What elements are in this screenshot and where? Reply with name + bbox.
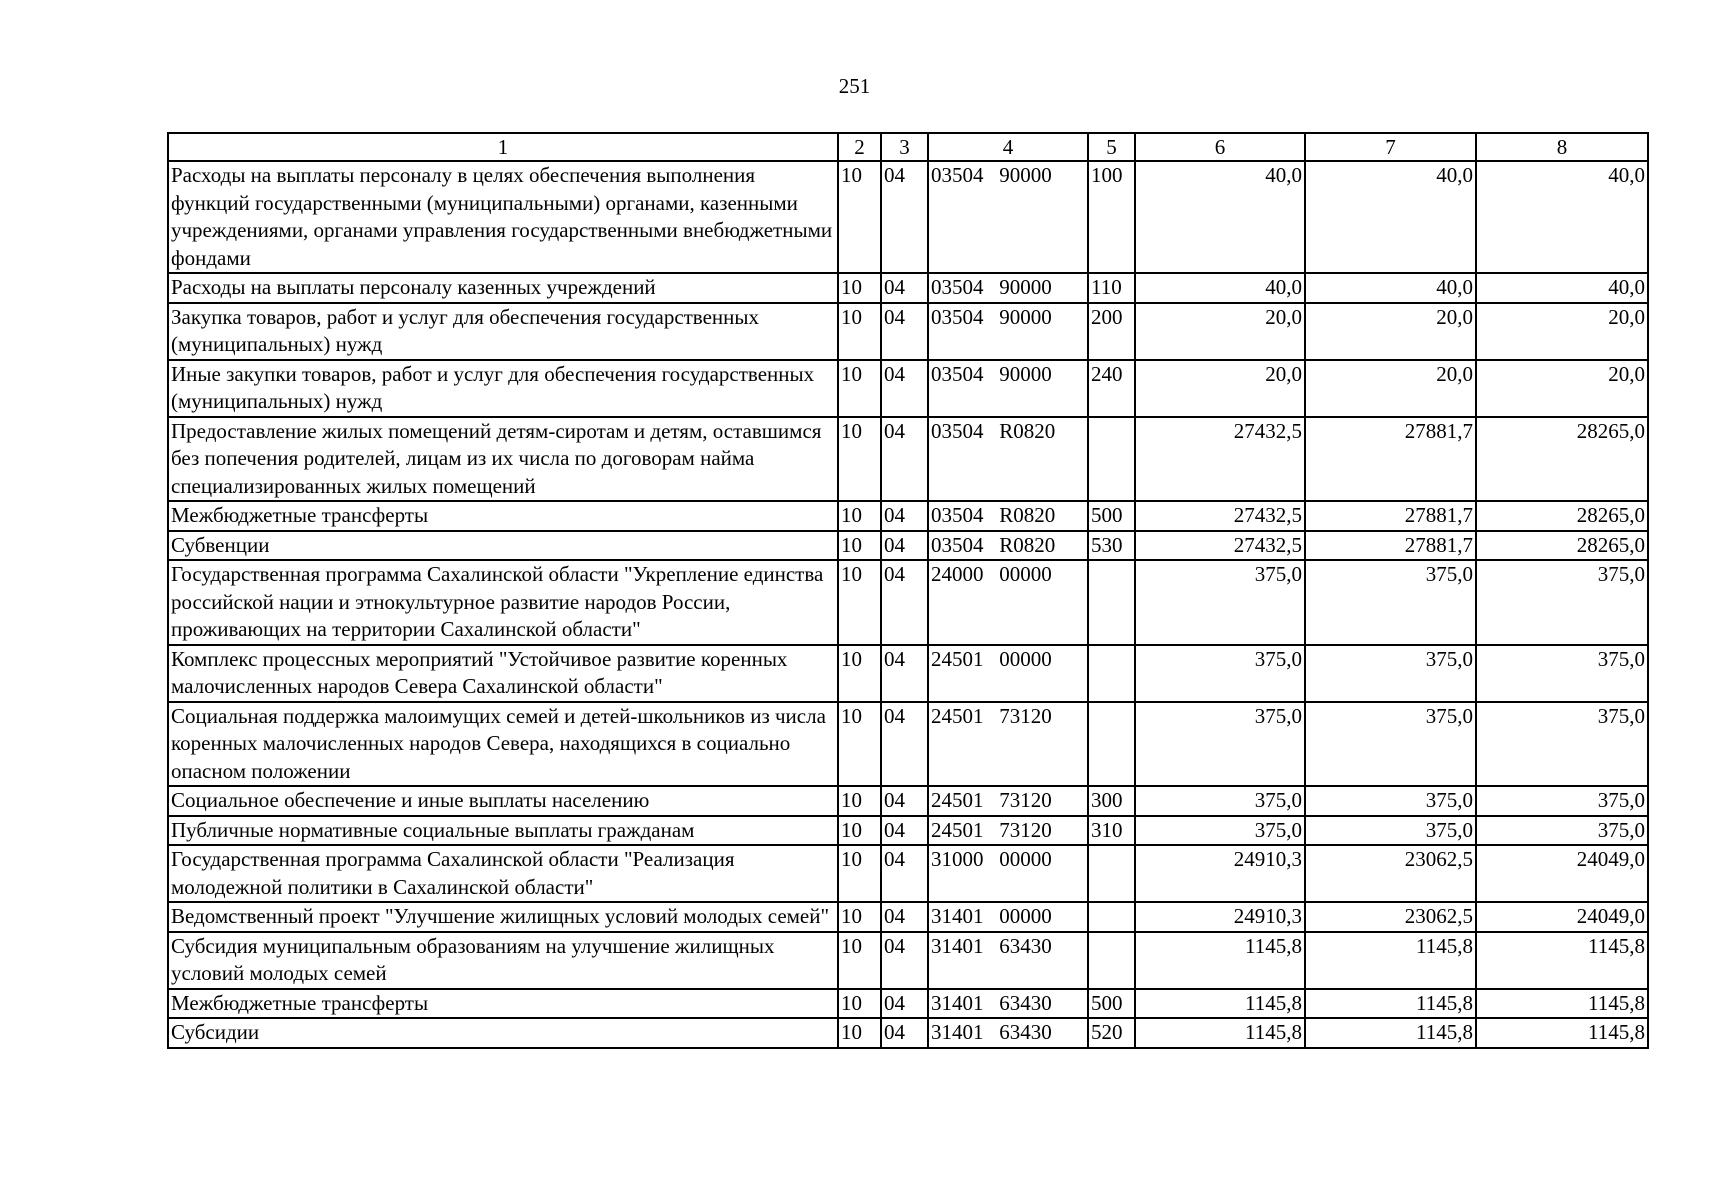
expense-name-cell: Субвенции [168, 531, 838, 561]
section-code-cell: 10 [838, 702, 881, 787]
section-code-cell: 10 [838, 360, 881, 417]
target-article-cell: 03504 R0820 [928, 417, 1088, 502]
table-row [168, 417, 1648, 502]
amount-col7-cell: 27881,7 [1305, 531, 1476, 561]
table-row [168, 702, 1648, 787]
table-row [168, 560, 1648, 645]
section-code-cell: 10 [838, 303, 881, 360]
expense-name-cell: Государственная программа Сахалинской области "Реализация молодежной политики в Сахалинской области" [168, 845, 838, 902]
amount-col6-cell: 375,0 [1135, 786, 1305, 816]
section-code-cell: 10 [838, 845, 881, 902]
expense-type-cell: 530 [1088, 531, 1135, 561]
table-row [168, 989, 1648, 1019]
amount-col8-cell: 375,0 [1476, 645, 1648, 702]
amount-col6-cell: 27432,5 [1135, 417, 1305, 502]
column-header: 8 [1476, 133, 1648, 161]
amount-col8-cell: 20,0 [1476, 303, 1648, 360]
expense-name-cell: Комплекс процессных мероприятий "Устойчивое развитие коренных малочисленных народов Севера Сахалинской области" [168, 645, 838, 702]
amount-col6-cell: 375,0 [1135, 645, 1305, 702]
subsection-code-cell: 04 [881, 932, 928, 989]
table-row [168, 531, 1648, 561]
column-header: 6 [1135, 133, 1305, 161]
table-row [168, 932, 1648, 989]
target-article-cell: 31401 63430 [928, 1018, 1088, 1048]
target-article-cell: 31401 63430 [928, 932, 1088, 989]
subsection-code-cell: 04 [881, 273, 928, 303]
table-row [168, 360, 1648, 417]
expense-name-cell: Социальная поддержка малоимущих семей и детей-школьников из числа коренных малочисленных народов Севера, находящихся в социально опасном положении [168, 702, 838, 787]
amount-col8-cell: 20,0 [1476, 360, 1648, 417]
table-row [168, 845, 1648, 902]
subsection-code-cell: 04 [881, 560, 928, 645]
expense-name-cell: Межбюджетные трансферты [168, 989, 838, 1019]
subsection-code-cell: 04 [881, 845, 928, 902]
amount-col8-cell: 40,0 [1476, 161, 1648, 273]
amount-col6-cell: 20,0 [1135, 360, 1305, 417]
expense-name-cell: Расходы на выплаты персоналу в целях обеспечения выполнения функций государственными (муниципальными) органами, казенными учреждениями, органами управления государственными внебюджетными фондами [168, 161, 838, 273]
subsection-code-cell: 04 [881, 531, 928, 561]
subsection-code-cell: 04 [881, 417, 928, 502]
expense-type-cell [1088, 702, 1135, 787]
section-code-cell: 10 [838, 560, 881, 645]
amount-col7-cell: 40,0 [1305, 273, 1476, 303]
table-row [168, 273, 1648, 303]
target-article-cell: 24501 73120 [928, 702, 1088, 787]
subsection-code-cell: 04 [881, 786, 928, 816]
expense-type-cell [1088, 932, 1135, 989]
amount-col6-cell: 24910,3 [1135, 902, 1305, 932]
table-row [168, 161, 1648, 273]
expense-type-cell: 500 [1088, 501, 1135, 531]
amount-col7-cell: 375,0 [1305, 786, 1476, 816]
expense-type-cell: 200 [1088, 303, 1135, 360]
page-number: 251 [838, 74, 871, 98]
expense-name-cell: Предоставление жилых помещений детям-сиротам и детям, оставшимся без попечения родителей, лицам из их числа по договорам найма специализированных жилых помещений [168, 417, 838, 502]
subsection-code-cell: 04 [881, 303, 928, 360]
subsection-code-cell: 04 [881, 645, 928, 702]
column-header: 4 [928, 133, 1088, 161]
amount-col7-cell: 375,0 [1305, 645, 1476, 702]
expense-type-cell: 110 [1088, 273, 1135, 303]
column-header: 7 [1305, 133, 1476, 161]
table-row [168, 816, 1648, 846]
amount-col7-cell: 23062,5 [1305, 845, 1476, 902]
column-header: 5 [1088, 133, 1135, 161]
section-code-cell: 10 [838, 816, 881, 846]
expense-type-cell: 500 [1088, 989, 1135, 1019]
target-article-cell: 31000 00000 [928, 845, 1088, 902]
target-article-cell: 31401 63430 [928, 989, 1088, 1019]
amount-col7-cell: 27881,7 [1305, 501, 1476, 531]
section-code-cell: 10 [838, 501, 881, 531]
subsection-code-cell: 04 [881, 1018, 928, 1048]
expense-type-cell: 300 [1088, 786, 1135, 816]
section-code-cell: 10 [838, 989, 881, 1019]
amount-col8-cell: 375,0 [1476, 816, 1648, 846]
amount-col8-cell: 28265,0 [1476, 417, 1648, 502]
target-article-cell: 03504 90000 [928, 360, 1088, 417]
expense-type-cell [1088, 645, 1135, 702]
target-article-cell: 24501 73120 [928, 786, 1088, 816]
expense-name-cell: Государственная программа Сахалинской области "Укрепление единства российской нации и этнокультурное развитие народов России, проживающих на территории Сахалинской области" [168, 560, 838, 645]
target-article-cell: 24501 00000 [928, 645, 1088, 702]
amount-col6-cell: 24910,3 [1135, 845, 1305, 902]
amount-col6-cell: 1145,8 [1135, 932, 1305, 989]
amount-col7-cell: 20,0 [1305, 360, 1476, 417]
amount-col6-cell: 27432,5 [1135, 501, 1305, 531]
amount-col8-cell: 24049,0 [1476, 845, 1648, 902]
target-article-cell: 24501 73120 [928, 816, 1088, 846]
amount-col8-cell: 40,0 [1476, 273, 1648, 303]
subsection-code-cell: 04 [881, 902, 928, 932]
subsection-code-cell: 04 [881, 501, 928, 531]
amount-col8-cell: 375,0 [1476, 560, 1648, 645]
section-code-cell: 10 [838, 786, 881, 816]
amount-col8-cell: 375,0 [1476, 702, 1648, 787]
section-code-cell: 10 [838, 273, 881, 303]
section-code-cell: 10 [838, 902, 881, 932]
expense-name-cell: Закупка товаров, работ и услуг для обеспечения государственных (муниципальных) нужд [168, 303, 838, 360]
amount-col6-cell: 20,0 [1135, 303, 1305, 360]
table-row [168, 786, 1648, 816]
amount-col6-cell: 1145,8 [1135, 1018, 1305, 1048]
amount-col6-cell: 40,0 [1135, 161, 1305, 273]
column-header: 1 [168, 133, 838, 161]
amount-col7-cell: 27881,7 [1305, 417, 1476, 502]
expense-type-cell: 520 [1088, 1018, 1135, 1048]
target-article-cell: 03504 90000 [928, 303, 1088, 360]
target-article-cell: 24000 00000 [928, 560, 1088, 645]
column-header: 3 [881, 133, 928, 161]
expense-name-cell: Социальное обеспечение и иные выплаты населению [168, 786, 838, 816]
column-number-row [168, 133, 1648, 161]
expense-name-cell: Ведомственный проект "Улучшение жилищных условий молодых семей" [168, 902, 838, 932]
amount-col6-cell: 1145,8 [1135, 989, 1305, 1019]
table-row [168, 303, 1648, 360]
amount-col8-cell: 1145,8 [1476, 989, 1648, 1019]
target-article-cell: 31401 00000 [928, 902, 1088, 932]
expense-type-cell [1088, 845, 1135, 902]
table-row [168, 501, 1648, 531]
target-article-cell: 03504 90000 [928, 161, 1088, 273]
amount-col6-cell: 375,0 [1135, 816, 1305, 846]
table-row [168, 1018, 1648, 1048]
subsection-code-cell: 04 [881, 702, 928, 787]
amount-col6-cell: 375,0 [1135, 702, 1305, 787]
amount-col8-cell: 1145,8 [1476, 1018, 1648, 1048]
subsection-code-cell: 04 [881, 360, 928, 417]
section-code-cell: 10 [838, 645, 881, 702]
amount-col7-cell: 375,0 [1305, 560, 1476, 645]
column-header: 2 [838, 133, 881, 161]
table-row [168, 645, 1648, 702]
amount-col7-cell: 375,0 [1305, 702, 1476, 787]
expense-type-cell: 310 [1088, 816, 1135, 846]
expense-name-cell: Субсидия муниципальным образованиям на улучшение жилищных условий молодых семей [168, 932, 838, 989]
target-article-cell: 03504 90000 [928, 273, 1088, 303]
amount-col8-cell: 28265,0 [1476, 531, 1648, 561]
amount-col7-cell: 1145,8 [1305, 932, 1476, 989]
amount-col7-cell: 40,0 [1305, 161, 1476, 273]
subsection-code-cell: 04 [881, 816, 928, 846]
section-code-cell: 10 [838, 531, 881, 561]
amount-col6-cell: 40,0 [1135, 273, 1305, 303]
expense-type-cell: 240 [1088, 360, 1135, 417]
section-code-cell: 10 [838, 161, 881, 273]
expense-type-cell [1088, 560, 1135, 645]
expense-type-cell [1088, 902, 1135, 932]
subsection-code-cell: 04 [881, 989, 928, 1019]
amount-col8-cell: 375,0 [1476, 786, 1648, 816]
amount-col7-cell: 23062,5 [1305, 902, 1476, 932]
expense-name-cell: Иные закупки товаров, работ и услуг для обеспечения государственных (муниципальных) нужд [168, 360, 838, 417]
target-article-cell: 03504 R0820 [928, 531, 1088, 561]
amount-col7-cell: 375,0 [1305, 816, 1476, 846]
expense-name-cell: Расходы на выплаты персоналу казенных учреждений [168, 273, 838, 303]
subsection-code-cell: 04 [881, 161, 928, 273]
amount-col7-cell: 1145,8 [1305, 989, 1476, 1019]
amount-col6-cell: 375,0 [1135, 560, 1305, 645]
expense-name-cell: Субсидии [168, 1018, 838, 1048]
section-code-cell: 10 [838, 932, 881, 989]
amount-col8-cell: 1145,8 [1476, 932, 1648, 989]
table-row [168, 902, 1648, 932]
amount-col7-cell: 1145,8 [1305, 1018, 1476, 1048]
amount-col6-cell: 27432,5 [1135, 531, 1305, 561]
expense-type-cell: 100 [1088, 161, 1135, 273]
amount-col8-cell: 28265,0 [1476, 501, 1648, 531]
expense-type-cell [1088, 417, 1135, 502]
section-code-cell: 10 [838, 417, 881, 502]
amount-col7-cell: 20,0 [1305, 303, 1476, 360]
budget-table [167, 132, 1649, 1049]
expense-name-cell: Публичные нормативные социальные выплаты гражданам [168, 816, 838, 846]
target-article-cell: 03504 R0820 [928, 501, 1088, 531]
amount-col8-cell: 24049,0 [1476, 902, 1648, 932]
expense-name-cell: Межбюджетные трансферты [168, 501, 838, 531]
section-code-cell: 10 [838, 1018, 881, 1048]
